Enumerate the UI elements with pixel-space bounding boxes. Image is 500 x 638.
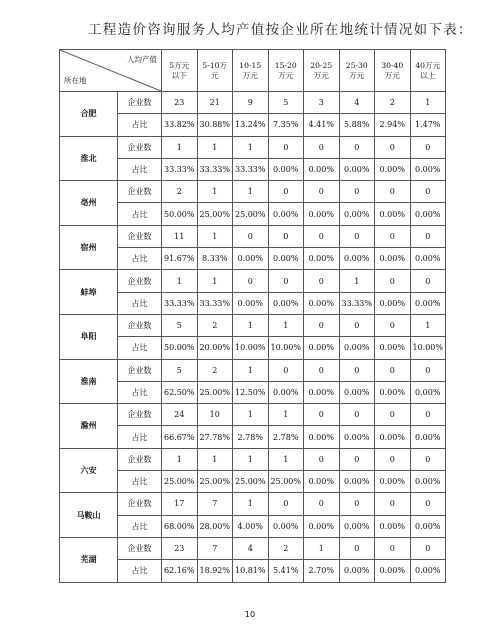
data-cell: 1 bbox=[233, 493, 269, 515]
column-header-line: 30-40 bbox=[381, 60, 404, 70]
per-capita-output-table bbox=[59, 49, 446, 583]
table-row bbox=[60, 136, 446, 158]
data-cell: 0 bbox=[304, 404, 340, 426]
data-cell: 5 bbox=[162, 359, 198, 381]
data-cell: 33.33% bbox=[162, 158, 198, 180]
data-cell: 25.00% bbox=[162, 471, 198, 493]
data-cell: 0.00% bbox=[339, 471, 375, 493]
data-cell: 5.41% bbox=[268, 560, 304, 582]
data-cell: 0 bbox=[304, 314, 340, 336]
data-cell: 0.00% bbox=[268, 292, 304, 314]
column-header-line: 万元 bbox=[313, 70, 329, 80]
data-cell: 7 bbox=[197, 493, 233, 515]
data-cell: 0.00% bbox=[339, 381, 375, 403]
data-cell: 0 bbox=[304, 270, 340, 292]
metric-label: 占比 bbox=[118, 471, 162, 493]
region-name: 合肥 bbox=[60, 92, 118, 137]
data-cell: 0.00% bbox=[410, 560, 446, 582]
data-cell: 1 bbox=[233, 181, 269, 203]
table-row bbox=[60, 314, 446, 336]
data-cell: 24 bbox=[162, 404, 198, 426]
data-cell: 0.00% bbox=[304, 158, 340, 180]
data-cell: 10 bbox=[197, 404, 233, 426]
data-cell: 0 bbox=[339, 448, 375, 470]
data-cell: 0.00% bbox=[410, 158, 446, 180]
data-cell: 3 bbox=[304, 92, 340, 114]
data-cell: 0.00% bbox=[304, 471, 340, 493]
data-cell: 0.00% bbox=[410, 515, 446, 537]
corner-label-output: 人均产值 bbox=[127, 55, 157, 64]
data-cell: 33.33% bbox=[197, 292, 233, 314]
data-cell: 25.00% bbox=[197, 203, 233, 225]
data-cell: 0 bbox=[268, 181, 304, 203]
data-cell: 2.78% bbox=[233, 426, 269, 448]
data-cell: 1 bbox=[197, 270, 233, 292]
data-cell: 33.33% bbox=[339, 292, 375, 314]
data-cell: 0 bbox=[304, 448, 340, 470]
data-cell: 0.00% bbox=[375, 248, 411, 270]
data-cell: 10.00% bbox=[410, 337, 446, 359]
data-cell: 2 bbox=[197, 359, 233, 381]
table-row bbox=[60, 337, 446, 359]
table-row bbox=[60, 404, 446, 426]
data-cell: 33.33% bbox=[233, 158, 269, 180]
data-cell: 7 bbox=[197, 537, 233, 559]
data-cell: 0.00% bbox=[339, 248, 375, 270]
data-cell: 25.00% bbox=[233, 471, 269, 493]
data-cell: 2 bbox=[162, 181, 198, 203]
data-cell: 0 bbox=[339, 404, 375, 426]
data-cell: 0.00% bbox=[410, 203, 446, 225]
table-row bbox=[60, 248, 446, 270]
data-cell: 0 bbox=[375, 181, 411, 203]
data-cell: 2.70% bbox=[304, 560, 340, 582]
data-cell: 0 bbox=[339, 537, 375, 559]
data-cell: 1 bbox=[410, 314, 446, 336]
column-header bbox=[197, 50, 233, 92]
data-cell: 0 bbox=[304, 136, 340, 158]
data-cell: 2.94% bbox=[375, 114, 411, 136]
data-cell: 0.00% bbox=[268, 203, 304, 225]
data-cell: 5 bbox=[162, 314, 198, 336]
data-cell: 0.00% bbox=[268, 248, 304, 270]
column-header-line: 万元 bbox=[384, 70, 400, 80]
data-cell: 5.88% bbox=[339, 114, 375, 136]
data-cell: 0.00% bbox=[304, 292, 340, 314]
data-cell: 0 bbox=[268, 225, 304, 247]
data-cell: 1 bbox=[197, 136, 233, 158]
data-cell: 0.00% bbox=[375, 426, 411, 448]
data-cell: 0 bbox=[339, 493, 375, 515]
data-cell: 0.00% bbox=[410, 471, 446, 493]
data-cell: 0 bbox=[339, 314, 375, 336]
data-cell: 1 bbox=[410, 92, 446, 114]
corner-label-location: 所在地 bbox=[64, 76, 87, 85]
data-cell: 1 bbox=[162, 448, 198, 470]
column-header-line: 万元 bbox=[242, 70, 258, 80]
data-cell: 0.00% bbox=[375, 203, 411, 225]
document-title: 工程造价咨询服务人均产值按企业所在地统计情况如下表： bbox=[88, 22, 473, 38]
data-cell: 30.88% bbox=[197, 114, 233, 136]
data-cell: 1 bbox=[268, 314, 304, 336]
column-header bbox=[233, 50, 269, 92]
data-cell: 0.00% bbox=[233, 292, 269, 314]
table-row bbox=[60, 426, 446, 448]
data-cell: 10.81% bbox=[233, 560, 269, 582]
metric-label: 企业数 bbox=[118, 92, 162, 114]
table-corner-cell bbox=[60, 50, 162, 92]
metric-label: 占比 bbox=[118, 426, 162, 448]
data-cell: 0 bbox=[375, 314, 411, 336]
region-name: 滁州 bbox=[60, 404, 118, 449]
data-cell: 1 bbox=[268, 448, 304, 470]
metric-label: 占比 bbox=[118, 158, 162, 180]
data-cell: 0 bbox=[410, 181, 446, 203]
column-header-line: 以下 bbox=[171, 70, 187, 80]
data-cell: 0.00% bbox=[410, 426, 446, 448]
data-cell: 1 bbox=[162, 136, 198, 158]
data-cell: 62.50% bbox=[162, 381, 198, 403]
data-cell: 0.00% bbox=[410, 248, 446, 270]
region-name: 马鞍山 bbox=[60, 493, 118, 538]
data-cell: 1 bbox=[233, 404, 269, 426]
metric-label: 占比 bbox=[118, 337, 162, 359]
data-cell: 4 bbox=[339, 92, 375, 114]
data-cell: 11 bbox=[162, 225, 198, 247]
column-header bbox=[304, 50, 340, 92]
data-cell: 33.82% bbox=[162, 114, 198, 136]
metric-label: 企业数 bbox=[118, 181, 162, 203]
data-cell: 0.00% bbox=[375, 158, 411, 180]
table-row bbox=[60, 270, 446, 292]
data-cell: 0 bbox=[339, 225, 375, 247]
data-cell: 0 bbox=[339, 136, 375, 158]
data-cell: 0 bbox=[375, 225, 411, 247]
table-row bbox=[60, 292, 446, 314]
data-cell: 28.00% bbox=[197, 515, 233, 537]
data-cell: 1 bbox=[233, 448, 269, 470]
metric-label: 占比 bbox=[118, 515, 162, 537]
table-row bbox=[60, 359, 446, 381]
metric-label: 企业数 bbox=[118, 225, 162, 247]
data-cell: 0.00% bbox=[375, 560, 411, 582]
data-cell: 0 bbox=[375, 270, 411, 292]
table-row bbox=[60, 181, 446, 203]
table-row bbox=[60, 471, 446, 493]
data-cell: 0.00% bbox=[268, 515, 304, 537]
data-cell: 1 bbox=[304, 537, 340, 559]
data-cell: 0.00% bbox=[339, 158, 375, 180]
data-cell: 8.33% bbox=[197, 248, 233, 270]
data-cell: 0 bbox=[410, 359, 446, 381]
data-cell: 0 bbox=[304, 225, 340, 247]
column-header-line: 以上 bbox=[420, 70, 436, 80]
data-cell: 1 bbox=[339, 270, 375, 292]
data-cell: 0 bbox=[304, 181, 340, 203]
data-cell: 0.00% bbox=[339, 560, 375, 582]
data-cell: 2 bbox=[197, 314, 233, 336]
data-cell: 0 bbox=[268, 359, 304, 381]
data-cell: 0 bbox=[410, 404, 446, 426]
data-cell: 0 bbox=[233, 225, 269, 247]
column-header bbox=[410, 50, 446, 92]
data-cell: 2 bbox=[268, 537, 304, 559]
table-row bbox=[60, 381, 446, 403]
data-cell: 0.00% bbox=[339, 515, 375, 537]
data-cell: 0 bbox=[410, 225, 446, 247]
data-cell: 66.67% bbox=[162, 426, 198, 448]
data-cell: 1 bbox=[197, 181, 233, 203]
data-cell: 1 bbox=[233, 359, 269, 381]
data-cell: 0.00% bbox=[268, 381, 304, 403]
data-cell: 0.00% bbox=[375, 471, 411, 493]
data-cell: 0 bbox=[375, 404, 411, 426]
column-header-line: 10-15 bbox=[239, 60, 262, 70]
column-header-line: 元 bbox=[210, 70, 219, 80]
data-cell: 0 bbox=[375, 493, 411, 515]
metric-label: 占比 bbox=[118, 203, 162, 225]
data-cell: 0 bbox=[410, 537, 446, 559]
metric-label: 占比 bbox=[118, 381, 162, 403]
table-row bbox=[60, 92, 446, 114]
data-cell: 0 bbox=[410, 270, 446, 292]
data-cell: 0 bbox=[233, 270, 269, 292]
data-cell: 9 bbox=[233, 92, 269, 114]
column-header-line: 20-25 bbox=[310, 60, 333, 70]
data-cell: 62.16% bbox=[162, 560, 198, 582]
data-cell: 0.00% bbox=[304, 426, 340, 448]
data-cell: 0.00% bbox=[339, 426, 375, 448]
data-cell: 4.00% bbox=[233, 515, 269, 537]
data-cell: 0.00% bbox=[304, 248, 340, 270]
metric-label: 企业数 bbox=[118, 493, 162, 515]
table-row bbox=[60, 537, 446, 559]
data-cell: 17 bbox=[162, 493, 198, 515]
region-name: 蚌埠 bbox=[60, 270, 118, 315]
data-cell: 68.00% bbox=[162, 515, 198, 537]
data-cell: 18.92% bbox=[197, 560, 233, 582]
region-name: 芜湖 bbox=[60, 537, 118, 582]
metric-label: 占比 bbox=[118, 114, 162, 136]
metric-label: 企业数 bbox=[118, 314, 162, 336]
data-cell: 0.00% bbox=[375, 337, 411, 359]
metric-label: 企业数 bbox=[118, 448, 162, 470]
data-cell: 0 bbox=[375, 537, 411, 559]
data-cell: 12.50% bbox=[233, 381, 269, 403]
region-name: 宿州 bbox=[60, 225, 118, 270]
data-cell: 23 bbox=[162, 92, 198, 114]
data-cell: 1 bbox=[268, 404, 304, 426]
data-cell: 0 bbox=[375, 359, 411, 381]
table-row bbox=[60, 515, 446, 537]
metric-label: 企业数 bbox=[118, 537, 162, 559]
data-cell: 21 bbox=[197, 92, 233, 114]
data-cell: 0.00% bbox=[304, 381, 340, 403]
region-name: 淮北 bbox=[60, 136, 118, 181]
table-row bbox=[60, 158, 446, 180]
data-cell: 0 bbox=[375, 136, 411, 158]
page-number: 10 bbox=[244, 610, 256, 619]
column-header bbox=[268, 50, 304, 92]
data-cell: 0.00% bbox=[410, 292, 446, 314]
metric-label: 企业数 bbox=[118, 404, 162, 426]
data-cell: 5 bbox=[268, 92, 304, 114]
table-row bbox=[60, 203, 446, 225]
data-cell: 25.00% bbox=[268, 471, 304, 493]
metric-label: 企业数 bbox=[118, 359, 162, 381]
table-header-row bbox=[60, 50, 446, 92]
column-header bbox=[162, 50, 198, 92]
metric-label: 企业数 bbox=[118, 136, 162, 158]
metric-label: 占比 bbox=[118, 248, 162, 270]
column-header bbox=[339, 50, 375, 92]
data-cell: 27.78% bbox=[197, 426, 233, 448]
data-cell: 1 bbox=[197, 448, 233, 470]
data-cell: 0 bbox=[304, 359, 340, 381]
region-name: 淮南 bbox=[60, 359, 118, 404]
data-cell: 0.00% bbox=[375, 292, 411, 314]
data-cell: 4.41% bbox=[304, 114, 340, 136]
table-row bbox=[60, 114, 446, 136]
data-cell: 0.00% bbox=[375, 515, 411, 537]
data-cell: 1 bbox=[233, 314, 269, 336]
metric-label: 占比 bbox=[118, 560, 162, 582]
region-name: 阜阳 bbox=[60, 314, 118, 359]
data-cell: 25.00% bbox=[197, 471, 233, 493]
data-cell: 0.00% bbox=[410, 381, 446, 403]
column-header-line: 万元 bbox=[278, 70, 294, 80]
column-header-line: 5万元 bbox=[169, 60, 190, 70]
table-row bbox=[60, 225, 446, 247]
data-cell: 1.47% bbox=[410, 114, 446, 136]
data-cell: 2.78% bbox=[268, 426, 304, 448]
table-row bbox=[60, 448, 446, 470]
data-cell: 0.00% bbox=[304, 337, 340, 359]
column-header-line: 40万元 bbox=[415, 60, 441, 70]
data-cell: 91.67% bbox=[162, 248, 198, 270]
data-cell: 10.00% bbox=[268, 337, 304, 359]
data-cell: 0 bbox=[339, 359, 375, 381]
data-cell: 0 bbox=[268, 493, 304, 515]
table-row bbox=[60, 560, 446, 582]
data-cell: 0 bbox=[304, 493, 340, 515]
data-cell: 50.00% bbox=[162, 203, 198, 225]
column-header bbox=[375, 50, 411, 92]
region-name: 亳州 bbox=[60, 181, 118, 226]
data-cell: 0 bbox=[268, 136, 304, 158]
metric-label: 企业数 bbox=[118, 270, 162, 292]
data-cell: 0.00% bbox=[375, 381, 411, 403]
data-cell: 1 bbox=[233, 136, 269, 158]
data-cell: 50.00% bbox=[162, 337, 198, 359]
data-cell: 1 bbox=[162, 270, 198, 292]
data-cell: 23 bbox=[162, 537, 198, 559]
data-cell: 0 bbox=[268, 270, 304, 292]
data-cell: 0 bbox=[375, 448, 411, 470]
data-cell: 33.33% bbox=[162, 292, 198, 314]
data-cell: 0.00% bbox=[339, 337, 375, 359]
metric-label: 占比 bbox=[118, 292, 162, 314]
data-cell: 33.33% bbox=[197, 158, 233, 180]
table-row bbox=[60, 493, 446, 515]
data-cell: 4 bbox=[233, 537, 269, 559]
column-header-line: 25-30 bbox=[345, 60, 368, 70]
data-cell: 0.00% bbox=[233, 248, 269, 270]
region-name: 六安 bbox=[60, 448, 118, 493]
data-cell: 0.00% bbox=[304, 203, 340, 225]
data-cell: 2 bbox=[375, 92, 411, 114]
data-cell: 25.00% bbox=[197, 381, 233, 403]
data-cell: 0.00% bbox=[304, 515, 340, 537]
data-cell: 25.00% bbox=[233, 203, 269, 225]
data-cell: 0.00% bbox=[268, 158, 304, 180]
data-cell: 0.00% bbox=[339, 203, 375, 225]
data-cell: 0 bbox=[410, 136, 446, 158]
data-cell: 0 bbox=[410, 448, 446, 470]
data-cell: 10.00% bbox=[233, 337, 269, 359]
column-header-line: 万元 bbox=[349, 70, 365, 80]
column-header-line: 15-20 bbox=[274, 60, 297, 70]
data-cell: 0 bbox=[410, 493, 446, 515]
data-cell: 7.35% bbox=[268, 114, 304, 136]
data-cell: 20.00% bbox=[197, 337, 233, 359]
data-cell: 13.24% bbox=[233, 114, 269, 136]
data-cell: 1 bbox=[197, 225, 233, 247]
column-header-line: 5-10万 bbox=[202, 60, 228, 70]
data-cell: 0 bbox=[339, 181, 375, 203]
